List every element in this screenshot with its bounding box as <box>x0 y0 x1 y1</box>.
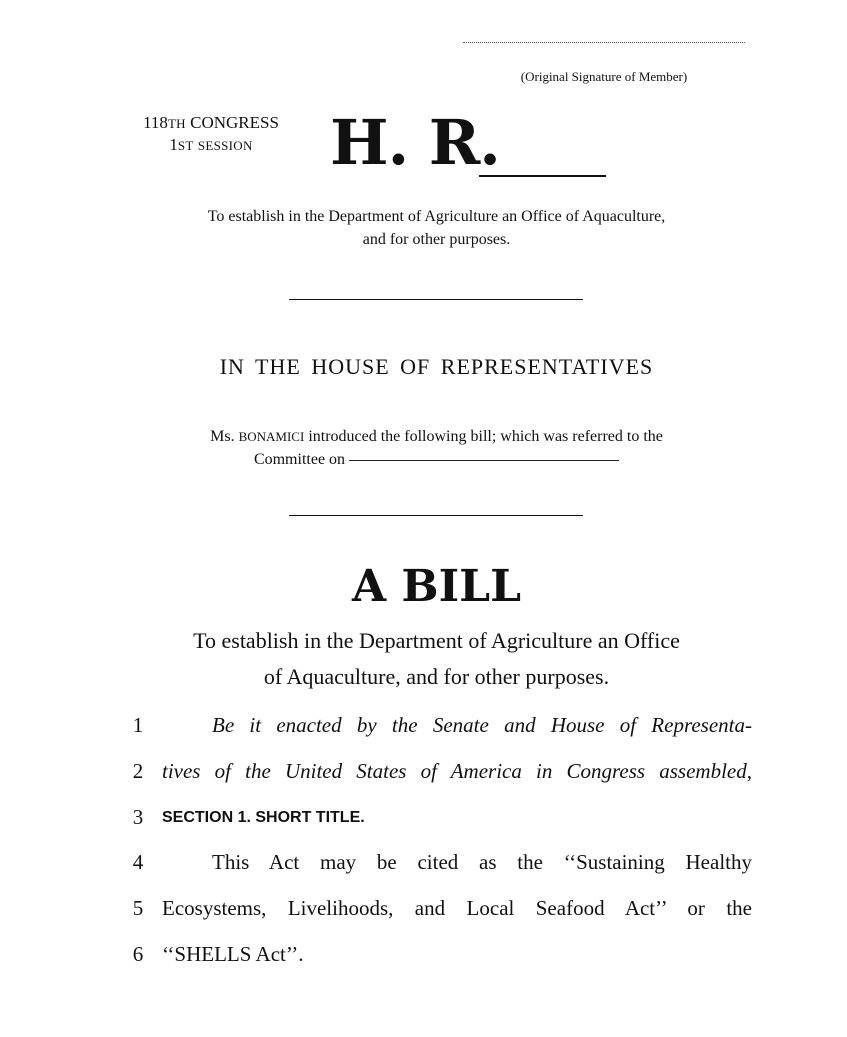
session-line: 1ST SESSION <box>169 135 253 154</box>
signature-caption: (Original Signature of Member) <box>520 69 688 84</box>
long-title: To establish in the Department of Agriculture an Office of Aquaculture, and for other purposes. <box>193 628 680 689</box>
sponsor-name: BONAMICI <box>238 429 305 444</box>
bill-heading: A BILL <box>351 561 522 612</box>
line-number: 1 <box>132 713 144 737</box>
divider-rule <box>289 515 583 516</box>
body-line: Be it enacted by the Senate and House of Representa- <box>212 713 752 737</box>
short-purpose: To establish in the Department of Agriculture an Office of Aquaculture, and for other purposes. <box>207 208 666 248</box>
divider-rule <box>289 299 583 300</box>
line-number: 2 <box>132 759 144 783</box>
line-number: 5 <box>132 896 144 920</box>
line-number: 3 <box>132 805 144 829</box>
line-number: 6 <box>132 942 144 966</box>
congress-line: 118TH CONGRESS <box>143 113 279 132</box>
bill-type: H. R. <box>330 106 500 179</box>
committee-blank <box>349 460 619 461</box>
body-line: Ecosystems, Livelihoods, and Local Seafood Act’’ or the <box>162 896 752 920</box>
introduction <box>120 425 753 471</box>
congress-session-block <box>114 112 308 156</box>
chamber-heading: IN THE HOUSE OF REPRESENTATIVES <box>219 354 654 379</box>
body-line: This Act may be cited as the ‘‘Sustaining Healthy <box>212 850 752 874</box>
body-line: tives of the United States of America in Congress assembled, <box>162 759 752 783</box>
introduction-line: Ms. BONAMICI introduced the following bill; which was referred to the <box>210 428 663 445</box>
committee-line: Committee on <box>120 448 753 471</box>
signature-line <box>463 42 745 43</box>
line-number: 4 <box>132 850 144 874</box>
section-heading: SECTION 1. SHORT TITLE. <box>162 809 365 826</box>
body-line: ‘‘SHELLS Act’’. <box>162 942 304 966</box>
bill-number-blank <box>479 175 606 177</box>
